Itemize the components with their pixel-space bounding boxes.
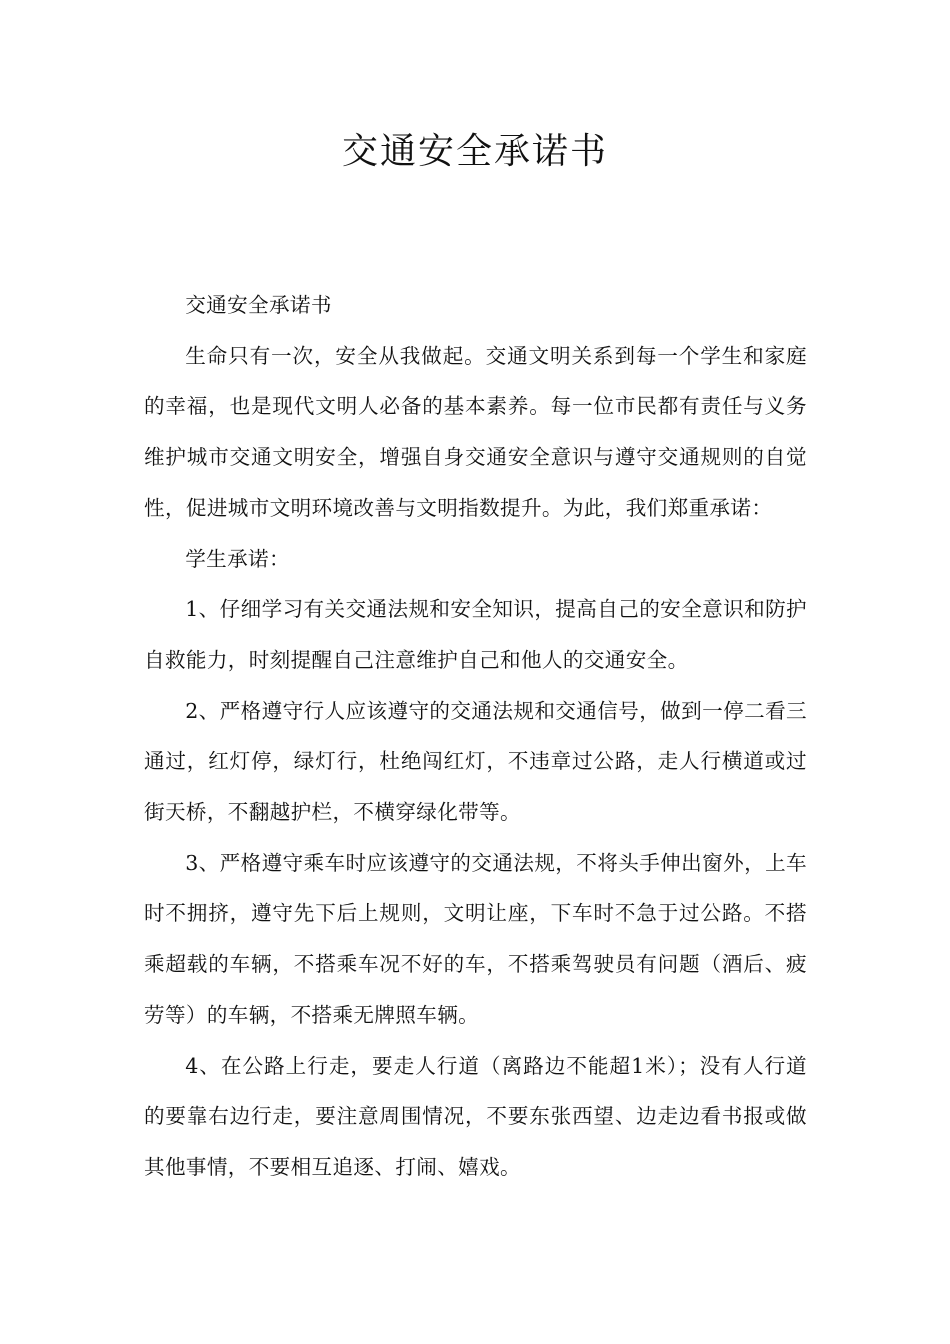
commitment-item-2: 2、严格遵守行人应该遵守的交通法规和交通信号，做到一停二看三通过，红灯停，绿灯行，杜绝闯红灯，不违章过公路，走人行横道或过街天桥，不翻越护栏，不横穿绿化带等。 xyxy=(144,698,807,825)
document-body xyxy=(144,280,807,1193)
commitment-item-4: 4、在公路上行走，要走人行道（离路边不能超1米）；没有人行道的要靠右边行走，要注意周围情况，不要东张西望、边走边看书报或做其他事情，不要相互追逐、打闹、嬉戏。 xyxy=(144,1053,807,1179)
commitment-item-3: 3、严格遵守乘车时应该遵守的交通法规，不将头手伸出窗外，上车时不拥挤，遵守先下后上规则，文明让座，下车时不急于过公路。不搭乘超载的车辆，不搭乘车况不好的车，不搭乘驾驶员有问题（酒后、疲劳等）的车辆，不搭乘无牌照车辆。 xyxy=(144,850,807,1027)
commitment-item-1: 1、仔细学习有关交通法规和安全知识，提高自己的安全意识和防护自救能力，时刻提醒自己注意维护自己和他人的交通安全。 xyxy=(144,597,807,672)
document-title: 交通安全承诺书 xyxy=(341,131,608,172)
intro-paragraph: 生命只有一次，安全从我做起。交通文明关系到每一个学生和家庭的幸福，也是现代文明人必备的基本素养。每一位市民都有责任与义务维护城市交通文明安全，增强自身交通安全意识与遵守交通规则的自觉性，促进城市文明环境改善与文明指数提升。为此，我们郑重承诺： xyxy=(144,343,807,520)
subtitle-paragraph: 交通安全承诺书 xyxy=(185,293,332,317)
section-heading-student: 学生承诺： xyxy=(185,546,290,571)
